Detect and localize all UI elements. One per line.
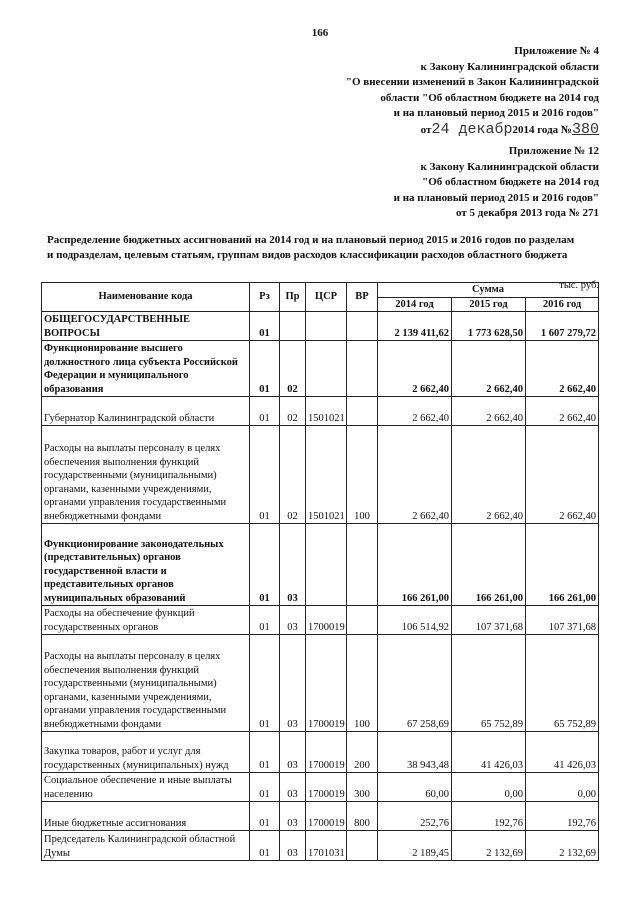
row-rz: 01 [250, 635, 280, 732]
row-csr: 1700019 [306, 606, 347, 635]
budget-table [41, 282, 599, 861]
row-vr: 100 [347, 426, 378, 524]
table-row [42, 831, 599, 861]
appendix-new-line3: "О внесении изменений в Закон Калининградской [345, 76, 599, 88]
row-2014: 67 258,69 [378, 635, 452, 732]
row-2014: 166 261,00 [378, 524, 452, 606]
row-pr [280, 312, 306, 341]
row-name: Расходы на выплаты персоналу в целях обеспечения выполнения функций государственными (муниципальными) органами, казенными учреждениями, органами управления государственными внебюджетными фондами [42, 635, 250, 732]
row-name: Губернатор Калининградской области [42, 397, 250, 426]
appendix-old-line2: к Закону Калининградской области [420, 160, 599, 173]
date-handwritten: 24 декабр [431, 120, 513, 138]
row-2015: 1 773 628,50 [452, 312, 526, 341]
row-vr: 800 [347, 802, 378, 831]
header-2015: 2015 год [452, 297, 526, 312]
row-2014: 2 139 411,62 [378, 312, 452, 341]
row-pr: 02 [280, 426, 306, 524]
row-name: Функционирование законодательных (представительных) органов государственной власти и представительных органов муниципальных образований [42, 524, 250, 606]
row-2015: 2 662,40 [452, 341, 526, 397]
row-2015: 2 662,40 [452, 426, 526, 524]
row-2016: 2 662,40 [526, 341, 599, 397]
appendix-old-line1: Приложение № 12 [508, 145, 599, 157]
header-2014: 2014 год [378, 297, 452, 312]
table-row [42, 732, 599, 773]
appendix-new-date-line [346, 122, 599, 139]
appendix-old-line4: и на плановый период 2015 и 2016 годов" [393, 191, 599, 204]
appendix-new-line1: Приложение № 4 [514, 45, 599, 57]
header-vr: ВР [347, 283, 378, 312]
row-csr: 1501021 [306, 426, 347, 524]
row-vr [347, 524, 378, 606]
row-pr: 03 [280, 831, 306, 861]
row-2015: 0,00 [452, 773, 526, 802]
row-pr: 03 [280, 606, 306, 635]
row-csr: 1501021 [306, 397, 347, 426]
appendix-old-line5: от 5 декабря 2013 года № 271 [456, 207, 599, 219]
header-csr: ЦСР [306, 283, 347, 312]
row-2014: 2 662,40 [378, 397, 452, 426]
row-2016: 1 607 279,72 [526, 312, 599, 341]
table-row [42, 802, 599, 831]
row-name: Социальное обеспечение и иные выплаты населению [42, 773, 250, 802]
title-line2: и подразделам, целевым статьям, группам видов расходов классификации расходов областного бюджета [47, 248, 568, 261]
header-name: Наименование кода [42, 283, 250, 312]
row-rz: 01 [250, 524, 280, 606]
row-pr: 03 [280, 524, 306, 606]
row-name: Иные бюджетные ассигнования [42, 802, 250, 831]
row-2015: 2 132,69 [452, 831, 526, 861]
row-rz: 01 [250, 802, 280, 831]
row-2016: 2 662,40 [526, 426, 599, 524]
row-vr [347, 341, 378, 397]
table-row [42, 426, 599, 524]
row-2016: 107 371,68 [526, 606, 599, 635]
row-2014: 106 514,92 [378, 606, 452, 635]
row-rz: 01 [250, 732, 280, 773]
appendix-new-block [346, 44, 599, 138]
row-2015: 166 261,00 [452, 524, 526, 606]
row-vr [347, 606, 378, 635]
row-2014: 60,00 [378, 773, 452, 802]
row-2016: 2 132,69 [526, 831, 599, 861]
header-rz: Рз [250, 283, 280, 312]
row-rz: 01 [250, 773, 280, 802]
row-2016: 41 426,03 [526, 732, 599, 773]
table-row [42, 312, 599, 341]
row-vr: 100 [347, 635, 378, 732]
header-sum: Сумма [378, 283, 599, 298]
row-name: Расходы на обеспечение функций государственных органов [42, 606, 250, 635]
row-name: Функционирование высшего должностного лица субъекта Российской Федерации и муниципального образования [42, 341, 250, 397]
row-csr: 1700019 [306, 732, 347, 773]
row-pr: 02 [280, 397, 306, 426]
row-2015: 2 662,40 [452, 397, 526, 426]
row-2016: 166 261,00 [526, 524, 599, 606]
row-pr: 03 [280, 635, 306, 732]
row-vr [347, 397, 378, 426]
row-vr [347, 831, 378, 861]
row-2014: 2 662,40 [378, 341, 452, 397]
row-vr: 300 [347, 773, 378, 802]
row-2016: 0,00 [526, 773, 599, 802]
appendix-old-block [394, 144, 599, 222]
table-row [42, 524, 599, 606]
row-pr: 02 [280, 341, 306, 397]
row-csr: 1700019 [306, 802, 347, 831]
row-2014: 38 943,48 [378, 732, 452, 773]
table-row [42, 397, 599, 426]
table-row [42, 635, 599, 732]
number-handwritten: 380 [571, 120, 599, 138]
row-rz: 01 [250, 426, 280, 524]
row-2015: 107 371,68 [452, 606, 526, 635]
page-number: 166 [311, 27, 329, 39]
header-2016: 2016 год [526, 297, 599, 312]
appendix-new-line4: области "Об областном бюджете на 2014 год [380, 91, 599, 104]
row-rz: 01 [250, 831, 280, 861]
row-2014: 252,76 [378, 802, 452, 831]
title-line1: Распределение бюджетных ассигнований на 2014 год и на плановый период 2015 и 2016 годов по разделам [47, 234, 575, 246]
row-pr: 03 [280, 802, 306, 831]
row-name: Расходы на выплаты персоналу в целях обеспечения выполнения функций государственными (муниципальными) органами, казенными учреждениями, органами управления государственными внебюджетными фондами [42, 426, 250, 524]
row-csr [306, 524, 347, 606]
row-2015: 65 752,89 [452, 635, 526, 732]
row-2016: 65 752,89 [526, 635, 599, 732]
appendix-new-line5: и на плановый период 2015 и 2016 годов" [393, 107, 599, 119]
row-rz: 01 [250, 341, 280, 397]
row-rz: 01 [250, 606, 280, 635]
document-title [47, 233, 607, 262]
row-csr [306, 341, 347, 397]
row-2014: 2 189,45 [378, 831, 452, 861]
row-name: Председатель Калининградской областной Думы [42, 831, 250, 861]
row-vr: 200 [347, 732, 378, 773]
table-row [42, 341, 599, 397]
table-row [42, 606, 599, 635]
date-suffix: 2014 года № [512, 123, 572, 136]
row-2015: 192,76 [452, 802, 526, 831]
header-pr: Пр [280, 283, 306, 312]
appendix-new-line2: к Закону Калининградской области [420, 60, 599, 73]
row-csr [306, 312, 347, 341]
row-csr: 1700019 [306, 635, 347, 732]
row-2014: 2 662,40 [378, 426, 452, 524]
row-name: ОБЩЕГОСУДАРСТВЕННЫЕ ВОПРОСЫ [42, 312, 250, 341]
row-csr: 1700019 [306, 773, 347, 802]
row-2015: 41 426,03 [452, 732, 526, 773]
row-pr: 03 [280, 773, 306, 802]
row-pr: 03 [280, 732, 306, 773]
row-vr [347, 312, 378, 341]
row-2016: 192,76 [526, 802, 599, 831]
row-2016: 2 662,40 [526, 397, 599, 426]
appendix-old-line3: "Об областном бюджете на 2014 год [422, 176, 599, 188]
row-name: Закупка товаров, работ и услуг для государственных (муниципальных) нужд [42, 732, 250, 773]
date-prefix: от [420, 123, 432, 136]
row-csr: 1701031 [306, 831, 347, 861]
row-rz: 01 [250, 397, 280, 426]
table-row [42, 773, 599, 802]
row-rz: 01 [250, 312, 280, 341]
unit-label: тыс. руб. [559, 280, 599, 291]
